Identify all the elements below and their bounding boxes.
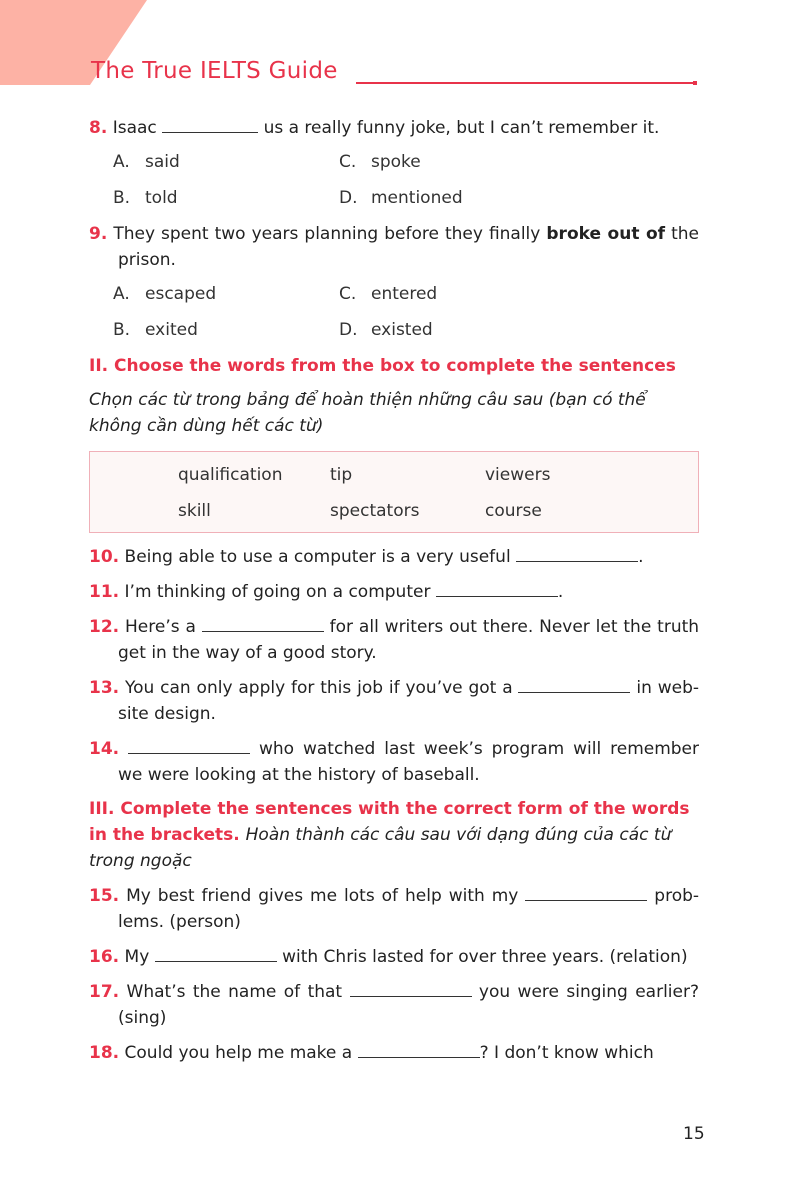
question-number: 15.	[89, 886, 120, 906]
text-segment: My	[124, 947, 150, 967]
answer-blank[interactable]	[436, 578, 558, 597]
question-9	[89, 221, 699, 273]
text-segment: existed	[371, 320, 433, 340]
answer-blank[interactable]	[525, 882, 647, 901]
question-11	[89, 578, 699, 605]
text-segment: said	[145, 152, 180, 172]
answer-blank[interactable]	[350, 978, 472, 997]
options-question-8	[113, 149, 699, 211]
question-number: 10.	[89, 547, 120, 567]
answer-blank[interactable]	[162, 114, 258, 133]
text-segment: Could you help me make a	[124, 1043, 353, 1063]
question-number: 12.	[89, 617, 120, 637]
section-2-instruction-vi: Chọn các từ trong bảng để hoàn thiện những câu sau (bạn có thể không cần dùng hết các từ)	[89, 390, 646, 436]
question-10	[89, 543, 699, 570]
text-segment: My best friend gives me lots of help with my	[126, 886, 519, 906]
question-number: 9.	[89, 224, 108, 244]
option-b[interactable]	[113, 185, 339, 211]
text-segment: I’m thinking of going on a computer	[124, 582, 431, 602]
text-segment: A.	[113, 284, 130, 304]
text-segment: B.	[113, 188, 131, 208]
question-16	[89, 943, 699, 970]
text-segment: .	[557, 582, 564, 602]
text-segment: in web-site design.	[118, 678, 699, 724]
question-8	[89, 114, 699, 141]
text-segment: broke out of	[546, 224, 666, 244]
text-segment: Here’s a	[125, 617, 196, 637]
question-18	[89, 1039, 699, 1066]
text-segment: A.	[113, 152, 130, 172]
text-segment: You can only apply for this job if you’ve got a	[124, 678, 513, 698]
option-a[interactable]	[113, 149, 339, 175]
text-segment: D.	[339, 320, 358, 340]
answer-blank[interactable]	[128, 735, 250, 754]
answer-blank[interactable]	[518, 674, 630, 693]
text-segment: you were singing earlier? (sing)	[118, 982, 700, 1028]
question-13	[89, 674, 699, 727]
word-box-item: course	[485, 501, 542, 521]
text-segment: B.	[113, 320, 131, 340]
option-a[interactable]	[113, 281, 339, 307]
text-segment: prob-lems. (person)	[118, 886, 700, 932]
question-15	[89, 882, 699, 935]
text-segment: III. Complete the sentences with the correct form of the words in the brackets.	[89, 799, 690, 845]
text-segment: ? I don’t know which	[479, 1043, 654, 1063]
header-rule	[356, 82, 694, 84]
text-segment: They spent two years planning before they finally	[113, 224, 541, 244]
text-segment: C.	[339, 152, 357, 172]
page-content	[89, 114, 699, 1074]
text-segment: entered	[371, 284, 438, 304]
text-segment: C.	[339, 284, 357, 304]
question-number: 14.	[89, 739, 120, 759]
text-segment: D.	[339, 188, 358, 208]
book-title: The True IELTS Guide	[91, 58, 338, 84]
text-segment: Isaac	[112, 118, 157, 138]
text-segment: mentioned	[371, 188, 463, 208]
option-b[interactable]	[113, 317, 339, 343]
section-3-heading	[89, 796, 699, 874]
question-number: 11.	[89, 582, 120, 602]
question-number: 16.	[89, 947, 120, 967]
word-box	[89, 451, 699, 533]
header-rule-dot	[693, 81, 697, 85]
word-box-item: spectators	[330, 501, 420, 521]
question-number: 8.	[89, 118, 108, 138]
option-d[interactable]	[339, 185, 539, 211]
question-number: 13.	[89, 678, 120, 698]
text-segment: What’s the name of that	[126, 982, 343, 1002]
answer-blank[interactable]	[155, 943, 277, 962]
answer-blank[interactable]	[516, 543, 638, 562]
word-box-item: skill	[178, 501, 211, 521]
question-number: 18.	[89, 1043, 120, 1063]
question-17	[89, 978, 699, 1031]
question-number: 17.	[89, 982, 120, 1002]
text-segment: us a really funny joke, but I can’t remember it.	[263, 118, 660, 138]
section-3-instruction-vi: Hoàn thành các câu sau với dạng đúng của các từ trong ngoặc	[89, 825, 672, 871]
word-box-item: viewers	[485, 465, 551, 485]
text-segment: with Chris lasted for over three years. (relation)	[282, 947, 688, 967]
word-box-item: tip	[330, 465, 353, 485]
option-c[interactable]	[339, 149, 539, 175]
text-segment: escaped	[145, 284, 217, 304]
text-segment: the prison.	[118, 224, 700, 270]
text-segment: for all writers out there. Never let the truth get in the way of a good story.	[118, 617, 700, 663]
option-c[interactable]	[339, 281, 539, 307]
word-box-item: qualification	[178, 465, 283, 485]
question-14	[89, 735, 699, 788]
text-segment: Being able to use a computer is a very useful	[124, 547, 511, 567]
section-2-heading: II. Choose the words from the box to complete the sentences	[89, 356, 676, 376]
page-number: 15	[683, 1124, 705, 1144]
option-d[interactable]	[339, 317, 539, 343]
text-segment: told	[145, 188, 178, 208]
text-segment: spoke	[371, 152, 421, 172]
text-segment: .	[638, 547, 644, 567]
text-segment: exited	[145, 320, 198, 340]
answer-blank[interactable]	[202, 613, 324, 632]
text-segment: who watched last week’s program will remember we were looking at the history of baseball.	[118, 739, 700, 785]
question-12	[89, 613, 699, 666]
answer-blank[interactable]	[358, 1039, 480, 1058]
options-question-9	[113, 281, 699, 343]
